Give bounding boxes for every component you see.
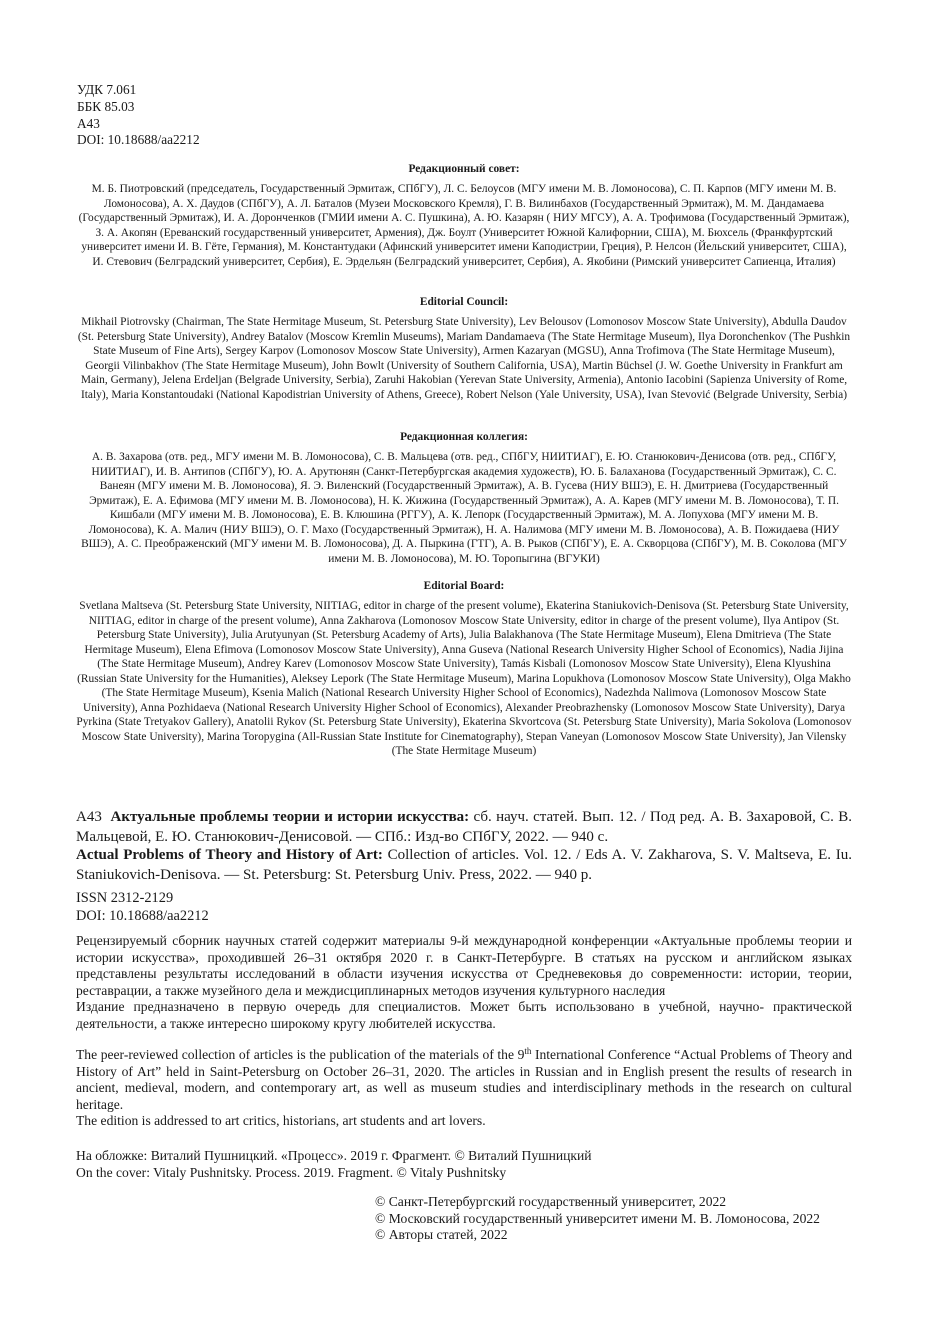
bib-details-ru: сб. науч. статей. Вып. 12. / Под ред. А. В. Захаровой, С. В. Мальцевой, Е. Ю. Станюкович-Денисовой. — СПб.: Изд-во СПбГУ, 2022. — 940 с. bbox=[76, 809, 853, 845]
bibliographic-record-en bbox=[76, 846, 852, 885]
en-board-title: Editorial Board: bbox=[423, 580, 505, 592]
issn: ISSN 2312-2129 bbox=[76, 890, 174, 906]
doi: DOI: 10.18688/aa2212 bbox=[76, 908, 209, 924]
en-board-text: Svetlana Maltseva (St. Petersburg State University, NIITIAG, editor in charge of the present volume), Ekaterina Staniukovich-Denisova (St. Petersburg State University, NIITIAG, editor in charge of the present volume), Anna Zakharova (Lomonosov Moscow State University, editor in charge of the present volume), Ilya Antipov (St. Petersburg State University), Julia Arutyunyan (St. Petersburg Academy of Arts), Julia Balakhanova (The State Hermitage Museum), Elena Dmitrieva (The State Hermitage Museum), Elena Efimova (Lomonosov Moscow State University), Anna Guseva (National Research University Higher School of Economics), Nadia Jijina (The State Hermitage Museum), Andrey Karev (Lomonosov Moscow State University), Tamás Kisbali (Lomonosov Moscow State University), Elena Klyushina (Russian State University for the Humanities), Aleksey Lepork (The State Hermitage Museum), Marina Lopukhova (Lomonosov Moscow State University), Olga Makho (The State Hermitage Museum), Ksenia Malich (National Research University Higher School of Economics), Nadezhda Nalimova (Lomonosov Moscow State University), Anna Pozhidaeva (National Research University Higher School of Economics), Alexander Preobrazhensky (Lomonosov Moscow State University), Darya Pyrkina (State Tretyakov Gallery), Anatolii Rykov (St. Petersburg State University), Ekaterina Skvortcova (St. Petersburg State University), Maria Sokolova (Lomonosov Moscow State University), Marina Toropygina (All-Russian State Institute for Cinematography), Stepan Vaneyan (Lomonosov Moscow State University), Jan Vilensky (The State Hermitage Museum) bbox=[76, 600, 852, 757]
identifiers bbox=[76, 889, 209, 925]
abstract-en-paragraph-2: The edition is addressed to art critics, historians, art students and art lovers. bbox=[76, 1113, 486, 1129]
bib-title-ru: Актуальные проблемы теории и истории искусства: bbox=[110, 809, 470, 825]
en-editorial-board bbox=[76, 579, 852, 758]
abstract-en bbox=[76, 1047, 852, 1130]
ru-board-title: Редакционная коллегия: bbox=[400, 431, 528, 443]
copyright-line-1: © Санкт-Петербургский государственный университет, 2022 bbox=[375, 1194, 727, 1209]
abstract-en-p1-end: International Conference “Actual Problems of Theory and History of Art” held in Saint-Petersburg on October 26–31, 2020. The articles in Russian and in English present the results of research in ancient, medieval, modern, and contemporary art, as well as museum studies and interdisciplinary methods in the research on cultural heritage. bbox=[76, 1047, 852, 1112]
cover-credit-ru: На обложке: Виталий Пушницкий. «Процесс». 2019 г. Фрагмент. © Виталий Пушницкий bbox=[76, 1148, 592, 1163]
ru-editorial-council bbox=[76, 162, 852, 269]
bib-title-en: Actual Problems of Theory and History of Art: bbox=[76, 847, 383, 863]
abstract-ru-paragraph-1: Рецензируемый сборник научных статей содержит материалы 9-й международной конференции «Актуальные проблемы теории и истории искусства», проходившей 26–31 октября 2020 г. в Санкт-Петербурге. В статьях на русском и английском языках представлены результаты исследований в области изучения искусства от Средневековья до современности: истории, теории, реставрации, а также музейного дела и междисциплинарных методов изучения культурного наследия bbox=[76, 933, 852, 998]
ordinal-suffix: th bbox=[524, 1046, 532, 1056]
copyright-line-2: © Московский государственный университет имени М. В. Ломоносова, 2022 bbox=[375, 1210, 820, 1226]
bibliographic-record-ru bbox=[76, 808, 852, 847]
udk-code: УДК 7.061 bbox=[77, 82, 137, 97]
ru-council-text: М. Б. Пиотровский (председатель, Государственный Эрмитаж, СПбГУ), Л. С. Белоусов (МГУ имени М. В. Ломоносова), С. П. Карпов (МГУ имени М. В. Ломоносова), А. Х. Даудов (СПбГУ), А. Л. Баталов (Музеи Московского Кремля), Г. В. Вилинбахов (Государственный Эрмитаж), М. М. Дандамаева (Государственный Эрмитаж), И. А. Доронченков (ГМИИ имени А. С. Пушкина), А. Ю. Казарян ( НИУ МГСУ), А. А. Трофимова (Государственный Эрмитаж), З. А. Акопян (Ереванский государственный университет, Армения), Дж. Боулт (Университет Южной Калифорнии, США), М. Бюхсель (Франкфуртский университет имени И. В. Гёте, Германия), М. Константудаки (Афинский университет имени Каподистрии, Греция), Р. Нелсон (Йельский университет, США), И. Стевович (Белградский университет, Сербия), Е. Эрдельян (Белградский университет, Сербия), А. Якобини (Римский университет Сапиенца, Италия) bbox=[78, 183, 850, 268]
copyright-block bbox=[375, 1194, 820, 1244]
en-editorial-council bbox=[76, 295, 852, 402]
author-mark: А43 bbox=[77, 115, 100, 131]
cover-credit-en: On the cover: Vitaly Pushnitsky. Process. 2019. Fragment. © Vitaly Pushnitsky bbox=[76, 1164, 507, 1180]
doi-code: DOI: 10.18688/aa2212 bbox=[77, 132, 200, 148]
abstract-en-paragraph-1 bbox=[76, 1047, 852, 1113]
classification-codes bbox=[77, 82, 200, 149]
abstract-en-p1-start: The peer-reviewed collection of articles is the publication of the materials of the 9 bbox=[76, 1047, 525, 1062]
bib-author-mark: А43 bbox=[76, 809, 102, 825]
bib-details-en: Collection of articles. Vol. 12. / Eds A. V. Zakharova, S. V. Maltseva, E. Iu. Staniukovich-Denisova. — St. Petersburg: St. Petersburg Univ. Press, 2022. — 940 p. bbox=[76, 847, 853, 883]
bbk-code: ББК 85.03 bbox=[77, 98, 135, 114]
en-council-text: Mikhail Piotrovsky (Chairman, The State Hermitage Museum, St. Petersburg State University), Lev Belousov (Lomonosov Moscow State University), Abdulla Daudov (St. Petersburg State University), Andrey Batalov (Moscow Kremlin Museums), Mariam Dandamaeva (The State Hermitage Museum), Ilya Doronchenkov (The Pushkin State Museum of Fine Arts), Sergey Karpov (Lomonosov Moscow State University), Armen Kazaryan (MGSU), Anna Trofimova (The State Hermitage Museum), Georgii Vilinbakhov (The State Hermitage Museum), John Bowlt (University of Southern California, USA), Martin Büchsel (J. W. Goethe University in Frankfurt am Main, Germany), Jelena Erdeljan (Belgrade University, Serbia), Zaruhi Hakobian (Yerevan State University, Armenia), Antonio Iacobini (Sapienza University of Rome, Italy), Maria Konstantoudaki (National Kapodistrian University of Athens, Greece), Robert Nelson (Yale University, USA), Ivan Stevović (Belgrade University, Serbia) bbox=[77, 316, 851, 401]
abstract-ru-paragraph-2: Издание предназначено в первую очередь для специалистов. Может быть использовано в учебной, научно- практической деятельности, а также интересно широкому кругу любителей искусства. bbox=[76, 999, 852, 1031]
ru-board-text: А. В. Захарова (отв. ред., МГУ имени М. В. Ломоносова), С. В. Мальцева (отв. ред., СПбГУ, НИИТИАГ), Е. Ю. Станюкович-Денисова (отв. ред., СПбГУ, НИИТИАГ), И. В. Антипов (СПбГУ), Ю. А. Арутюнян (Санкт-Петербургская академия художеств), Ю. Б. Балаханова (Государственный Эрмитаж), С. С. Ванеян (МГУ имени М. В. Ломоносова), Я. Э. Виленский (Государственный Эрмитаж), А. В. Гусева (НИУ ВШЭ), Е. Н. Дмитриева (Государственный Эрмитаж), Е. А. Ефимова (МГУ имени М. В. Ломоносова), Н. К. Жижина (Государственный Эрмитаж), А. А. Карев (МГУ имени М. В. Ломоносова), Т. П. Кишбали (МГУ имени М. В. Ломоносова), Е. В. Клюшина (РГГУ), А. К. Лепорк (Государственный Эрмитаж), М. А. Лопухова (МГУ имени М. В. Ломоносова), К. А. Малич (НИУ ВШЭ), О. Г. Махо (Государственный Эрмитаж), Н. А. Налимова (МГУ имени М. В. Ломоносова), А. В. Пожидаева (НИУ ВШЭ), А. С. Преображенский (МГУ имени М. В. Ломоносова), Д. А. Пыркина (ГТГ), А. В. Рыков (СПбГУ), Е. А. Скворцова (СПбГУ), М. В. Соколова (МГУ имени М. В. Ломоносова), М. Ю. Торопыгина (ВГУКИ) bbox=[81, 451, 847, 565]
ru-council-title: Редакционный совет: bbox=[408, 163, 520, 175]
en-council-title: Editorial Council: bbox=[419, 296, 509, 308]
ru-editorial-board bbox=[76, 430, 852, 566]
copyright-line-3: © Авторы статей, 2022 bbox=[375, 1227, 508, 1243]
abstract-ru bbox=[76, 933, 852, 1033]
cover-credit bbox=[76, 1148, 592, 1181]
